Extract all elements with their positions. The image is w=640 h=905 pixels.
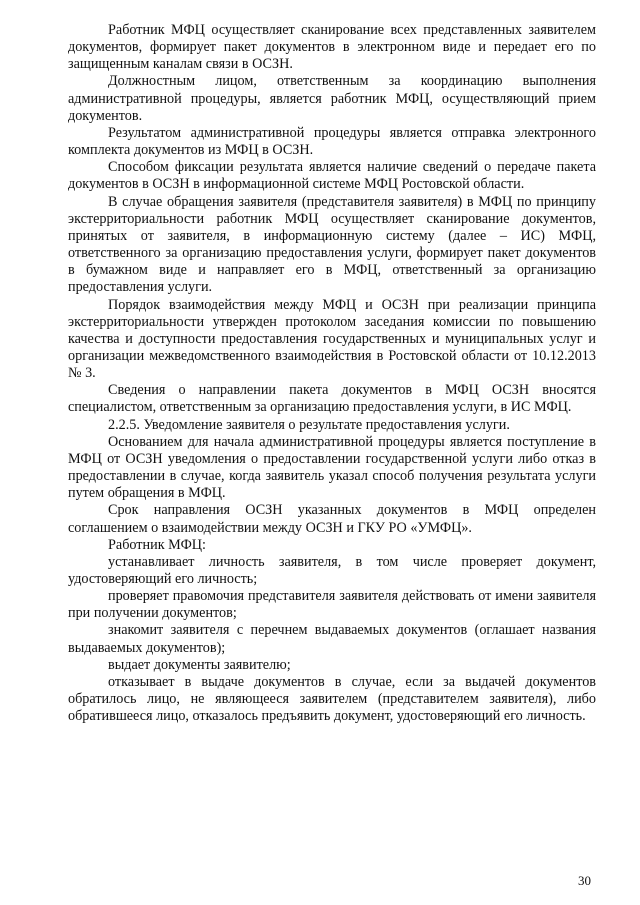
paragraph-issue-documents: выдает документы заявителю; (108, 656, 291, 673)
paragraph-responsible-official: Должностным лицом, ответственным за координацию выполнения административной процедуры, является работник МФЦ, осуществляющий прием документов. (68, 73, 596, 124)
document-body (68, 22, 596, 725)
paragraph-extraterritoriality: В случае обращения заявителя (представителя заявителя) в МФЦ по принципу экстерриториальности работник МФЦ осуществляет сканирование документов, принятых от заявителя, в информационную систему (далее – ИС) МФЦ, ответственного за организацию предоставления услуги, формирует пакет документов в бумажном виде и направляет его в МФЦ, ответственный за организацию предоставления услуги. (68, 193, 596, 296)
paragraph-worker-intro: Работник МФЦ: (108, 536, 206, 553)
paragraph-authority-check: проверяет правомочия представителя заявителя действовать от имени заявителя при получении документов; (68, 588, 596, 622)
paragraph-procedure-result: Результатом административной процедуры является отправка электронного комплекта документов из МФЦ в ОСЗН. (68, 124, 596, 159)
paragraph-scanning: Работник МФЦ осуществляет сканирование всех представленных заявителем документов, формирует пакет документов в электронном виде и передает его по защищенным каналам связи в ОСЗН. (68, 22, 596, 73)
paragraph-fixation-method: Способом фиксации результата является наличие сведений о передаче пакета документов в ОСЗН в информационной системе МФЦ Ростовской области. (68, 159, 596, 193)
paragraph-basis: Основанием для начала административной процедуры является поступление в МФЦ от ОСЗН уведомления о предоставлении государственной услуги либо отказ в предоставлении в случае, когда заявитель указал способ получения результата услуги путем обращения в МФЦ. (68, 433, 596, 502)
paragraph-deadline: Срок направления ОСЗН указанных документов в МФЦ определен соглашением о взаимодействии между ОСЗН и ГКУ РО «УМФЦ». (68, 502, 596, 536)
page-number: 30 (578, 873, 591, 888)
paragraph-identity-check: устанавливает личность заявителя, в том числе проверяет документ, удостоверяющий его личность; (68, 553, 596, 587)
paragraph-interaction-order: Порядок взаимодействия между МФЦ и ОСЗН при реализации принципа экстерриториальности утвержден протоколом заседания комиссии по повышению качества и доступности предоставления государственных и муниципальных услуг и организации межведомственного взаимодействия в Ростовской области от 10.12.2013 № 3. (68, 296, 596, 382)
paragraph-refusal: отказывает в выдаче документов в случае, если за выдачей документов обратилось лицо, не являющееся заявителем (представителем заявителя), либо обратившееся лицо, отказалось предъявить документ, удостоверяющий его личность. (68, 673, 596, 725)
paragraph-document-list: знакомит заявителя с перечнем выдаваемых документов (оглашает названия выдаваемых документов); (68, 622, 596, 656)
paragraph-package-info: Сведения о направлении пакета документов в МФЦ ОСЗН вносятся специалистом, ответственным за организацию предоставления услуги, в ИС МФЦ. (68, 382, 596, 416)
section-heading-2-2-5: 2.2.5. Уведомление заявителя о результате предоставления услуги. (108, 416, 510, 433)
